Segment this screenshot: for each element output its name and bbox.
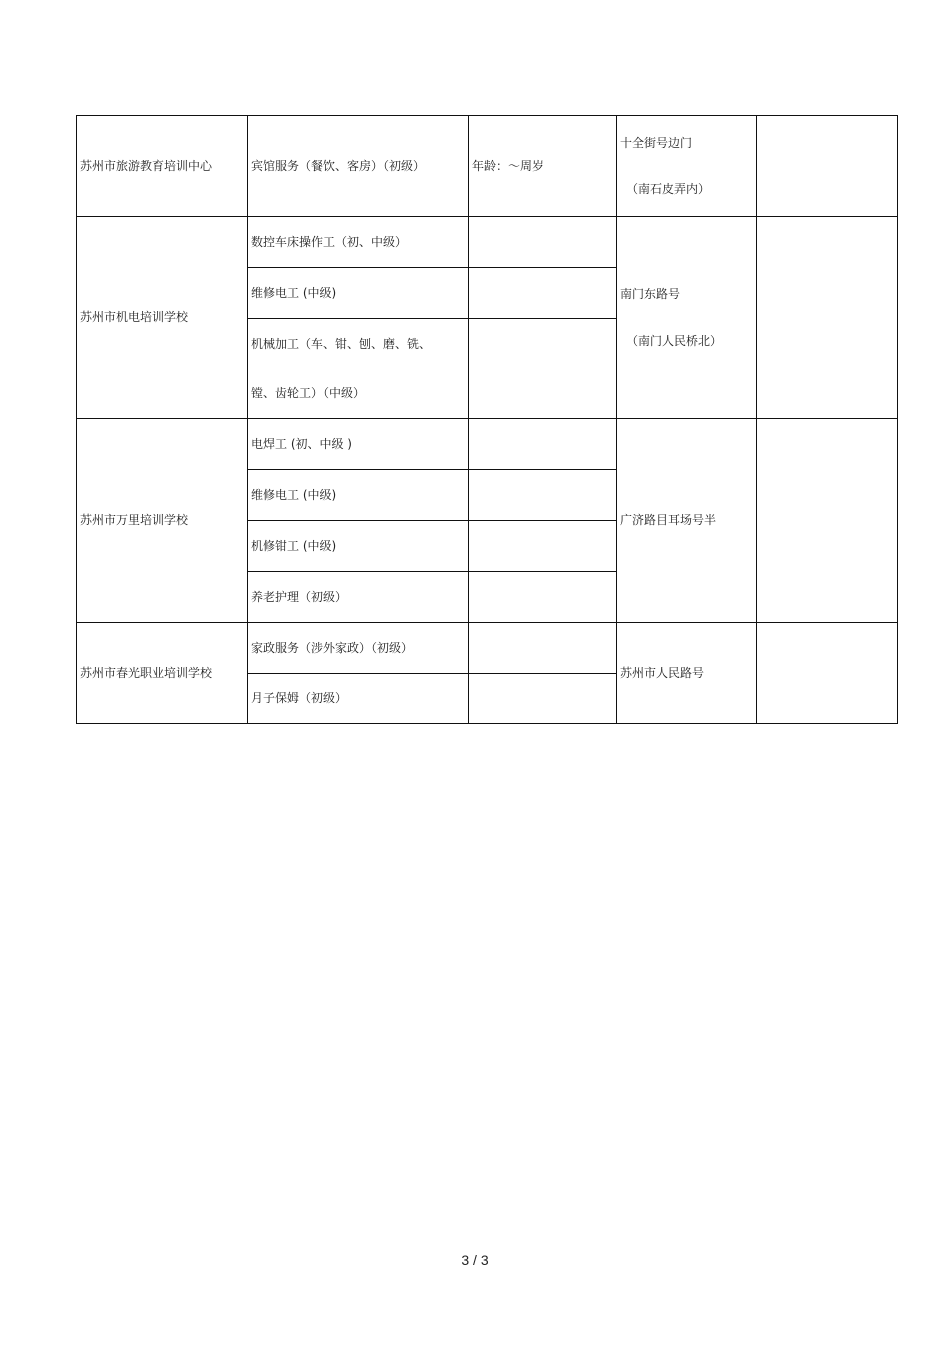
remark bbox=[757, 116, 898, 217]
institution-name: 苏州市旅游教育培训中心 bbox=[77, 116, 248, 217]
address: 苏州市人民路号 bbox=[617, 623, 757, 724]
course-requirement bbox=[469, 674, 617, 724]
table-row bbox=[77, 623, 898, 674]
course-requirement: 年龄：～周岁 bbox=[469, 116, 617, 217]
table-row bbox=[77, 419, 898, 470]
page-number: 3 / 3 bbox=[461, 1252, 489, 1268]
course-name: 维修电工 (中级) bbox=[248, 470, 469, 521]
course-name-line-1: 机械加工（车、钳、刨、磨、铣、 bbox=[251, 336, 432, 351]
course-name: 家政服务（涉外家政）（初级） bbox=[248, 623, 469, 674]
course-requirement bbox=[469, 419, 617, 470]
training-schedule-table bbox=[76, 115, 898, 724]
course-name: 养老护理（初级） bbox=[248, 572, 469, 623]
course-name: 数控车床操作工（初、中级） bbox=[248, 217, 469, 268]
address-line-2: （南石皮弄内） bbox=[626, 181, 711, 196]
course-requirement bbox=[469, 217, 617, 268]
course-name: 维修电工 (中级) bbox=[248, 268, 469, 319]
course-name: 宾馆服务（餐饮、客房）（初级） bbox=[248, 116, 469, 217]
course-requirement bbox=[469, 521, 617, 572]
address bbox=[617, 116, 757, 217]
course-requirement bbox=[469, 623, 617, 674]
remark bbox=[757, 217, 898, 419]
institution-name: 苏州市春光职业培训学校 bbox=[77, 623, 248, 724]
address bbox=[617, 217, 757, 419]
course-requirement bbox=[469, 572, 617, 623]
course-name bbox=[248, 319, 469, 419]
course-requirement bbox=[469, 319, 617, 419]
address-line-1: 十全街号边门 bbox=[620, 136, 693, 151]
address-line-2: （南门人民桥北） bbox=[626, 334, 723, 348]
institution-name: 苏州市机电培训学校 bbox=[77, 217, 248, 419]
course-requirement bbox=[469, 268, 617, 319]
course-name-line-2: 镗、齿轮工）（中级） bbox=[251, 386, 366, 400]
address: 广济路目耳场号半 bbox=[617, 419, 757, 623]
course-requirement bbox=[469, 470, 617, 521]
table-row bbox=[77, 217, 898, 268]
remark bbox=[757, 623, 898, 724]
course-name: 机修钳工 (中级) bbox=[248, 521, 469, 572]
table-row bbox=[77, 116, 898, 217]
address-line-1: 南门东路号 bbox=[620, 286, 681, 301]
course-name: 电焊工 (初、中级 ) bbox=[248, 419, 469, 470]
course-name: 月子保姆（初级） bbox=[248, 674, 469, 724]
institution-name: 苏州市万里培训学校 bbox=[77, 419, 248, 623]
remark bbox=[757, 419, 898, 623]
